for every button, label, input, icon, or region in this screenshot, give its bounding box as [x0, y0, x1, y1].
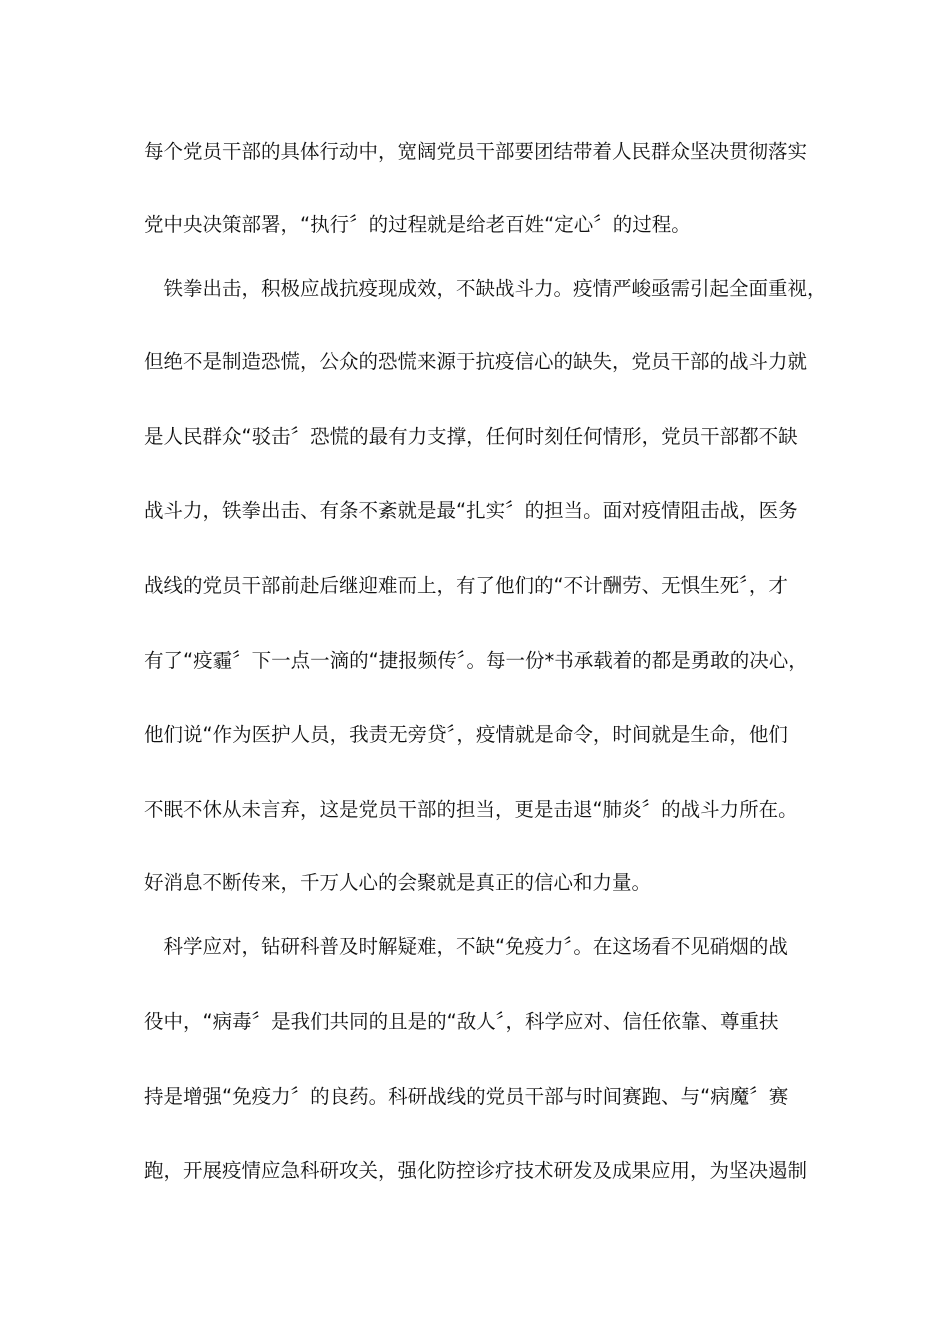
text-line: 科学应对，钻研科普及时解疑难，不缺“免疫力〞。在这场看不见硝烟的战: [144, 935, 788, 958]
text-line: 是人民群众“驳击〞恐慌的最有力支撑，任何时刻任何情形，党员干部都不缺: [144, 425, 798, 448]
text-line: 铁拳出击，积极应战抗疫现成效，不缺战斗力。疫情严峻亟需引起全面重视，: [144, 277, 827, 300]
text-line: 战线的党员干部前赴后继迎难而上，有了他们的“不计酬劳、无惧生死〞，才: [144, 574, 788, 597]
text-line: 他们说“作为医护人员，我责无旁贷〞，疫情就是命令，时间就是生命，他们: [144, 723, 788, 746]
text-line: 持是增强“免疫力〞的良药。科研战线的党员干部与时间赛跑、与“病魔〞赛: [144, 1085, 789, 1108]
text-line: 好消息不断传来，千万人心的会聚就是真正的信心和力量。: [144, 871, 652, 894]
text-line: 但绝不是制造恐慌，公众的恐慌来源于抗疫信心的缺失，党员干部的战斗力就: [144, 350, 808, 373]
text-line: 战斗力，铁拳出击、有条不紊就是最“扎实〞的担当。面对疫情阻击战，医务: [144, 499, 798, 522]
text-line: 跑，开展疫情应急科研攻关，强化防控诊疗技术研发及成果应用，为坚决遏制: [144, 1159, 808, 1182]
text-line: 有了“疫霾〞下一点一滴的“捷报频传〞。每一份*书承载着的都是勇敢的决心，: [144, 649, 808, 672]
text-line: 每个党员干部的具体行动中，宽阔党员干部要团结带着人民群众坚决贯彻落实: [144, 140, 808, 163]
text-line: 党中央决策部署，“执行〞的过程就是给老百姓“定心〞的过程。: [144, 213, 691, 236]
text-line: 役中，“病毒〞是我们共同的且是的“敌人〞，科学应对、信任依靠、尊重扶: [144, 1010, 779, 1033]
text-line: 不眠不休从未言弃，这是党员干部的担当，更是击退“肺炎〞的战斗力所在。: [144, 798, 798, 821]
